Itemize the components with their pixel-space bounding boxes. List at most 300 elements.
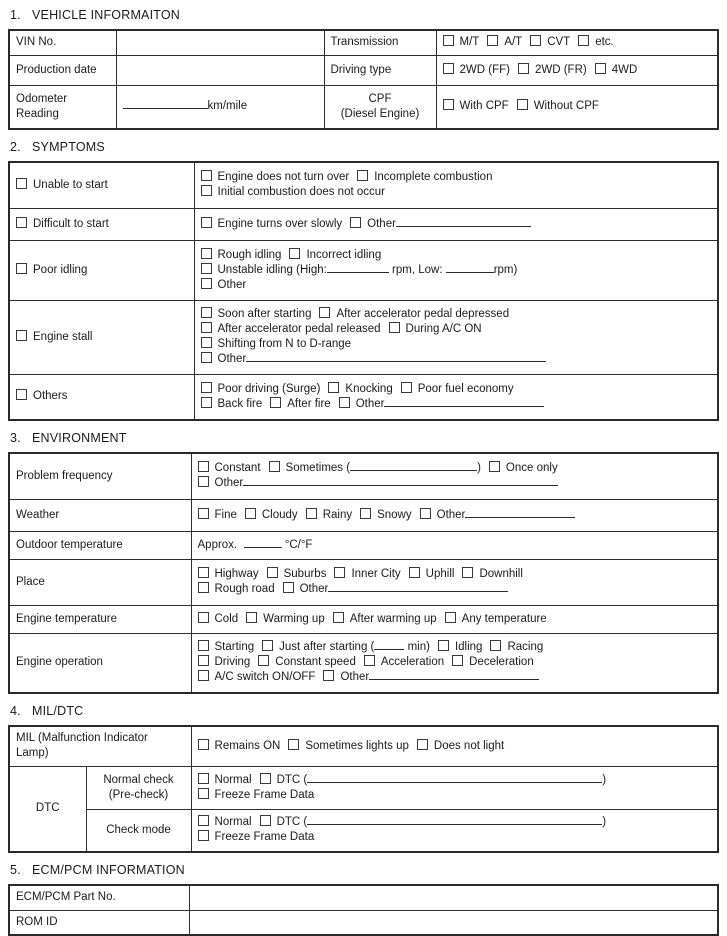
cell-line: [198, 538, 712, 553]
fill-in-blank[interactable]: [307, 821, 602, 825]
option-label: Other: [217, 278, 247, 291]
section-1-heading: [10, 8, 719, 22]
option-label: Other: [299, 583, 329, 595]
table-cell: [86, 766, 191, 809]
fill-in-blank[interactable]: [244, 544, 282, 548]
cell-line: [201, 278, 712, 293]
option-label: Inner City: [351, 568, 401, 580]
cell-line: [16, 508, 185, 523]
checkbox[interactable]: [438, 640, 449, 651]
option-label: Place: [16, 575, 45, 588]
mil-dtc-section: [8, 725, 719, 853]
option-label: Outdoor temperature: [16, 538, 123, 551]
table-cell: [194, 374, 718, 420]
checkbox[interactable]: [16, 263, 27, 274]
table-cell: [191, 559, 718, 605]
vehicle-information-section: [8, 29, 719, 130]
cell-line: [16, 915, 183, 930]
table-row: [9, 809, 718, 852]
checkbox[interactable]: [201, 352, 212, 363]
option-label: Does not light: [433, 739, 505, 752]
option-label: (Diesel Engine): [340, 107, 420, 120]
table-row: [9, 531, 718, 559]
table-cell: [191, 531, 718, 559]
section-4-title: MIL/DTC: [32, 704, 84, 718]
table-cell: [191, 809, 718, 852]
option-label: Soon after starting: [217, 308, 312, 320]
blank-input-cell[interactable]: [116, 30, 324, 55]
ecm-pcm-information-section: [8, 884, 719, 936]
checkbox[interactable]: [328, 382, 339, 393]
fill-in-blank[interactable]: [327, 269, 389, 273]
environment-table: [8, 452, 719, 694]
option-label: Cloudy: [261, 508, 298, 521]
checkbox[interactable]: [445, 612, 456, 623]
table-cell: [194, 208, 718, 240]
cell-line: [443, 35, 712, 50]
option-label: Highway: [214, 568, 259, 580]
checkbox[interactable]: [260, 815, 271, 826]
section-5-heading: [10, 863, 719, 877]
cell-line: [93, 823, 185, 838]
cell-line: [201, 217, 712, 232]
checkbox[interactable]: [201, 185, 212, 196]
cell-line: [16, 178, 188, 193]
option-label: MIL (Malfunction Indicator: [16, 732, 148, 745]
checkbox[interactable]: [198, 640, 209, 651]
option-label: Constant speed: [275, 656, 356, 669]
table-cell: [9, 300, 194, 374]
checkbox[interactable]: [267, 567, 278, 578]
cell-line: [201, 382, 712, 397]
option-label: Poor fuel economy: [417, 382, 514, 395]
table-cell: [9, 374, 194, 420]
cell-line: [201, 263, 712, 278]
table-row: [9, 162, 718, 208]
table-row: [9, 766, 718, 809]
cell-line: [16, 330, 188, 345]
cell-line: [201, 397, 712, 412]
option-label: rpm, Low:: [388, 263, 446, 276]
table-cell: [436, 30, 718, 55]
fill-in-blank[interactable]: [396, 223, 531, 227]
option-label: Fine: [214, 508, 237, 521]
checkbox[interactable]: [270, 397, 281, 408]
checkbox[interactable]: [198, 670, 209, 681]
option-label: Production date: [16, 63, 97, 76]
option-label: Driving: [214, 656, 251, 669]
option-label: Poor driving (Surge): [217, 382, 321, 395]
table-row: [9, 605, 718, 633]
option-label: VIN No.: [16, 36, 57, 49]
table-row: [9, 499, 718, 531]
cell-line: [443, 63, 712, 78]
option-label: Any temperature: [461, 612, 547, 625]
fill-in-blank[interactable]: [369, 676, 539, 680]
table-row: [9, 300, 718, 374]
checkbox[interactable]: [417, 739, 428, 750]
option-label: DTC (: [276, 816, 308, 829]
option-label: Rough road: [214, 583, 275, 595]
option-label: Weather: [16, 508, 60, 521]
cell-line: [201, 307, 712, 322]
cell-line: [16, 35, 110, 50]
option-label: Others: [33, 390, 68, 403]
option-label: After fire: [287, 397, 331, 410]
option-label: Driving type: [330, 63, 392, 76]
option-label: Sometimes (: [285, 462, 351, 475]
cell-line: [198, 476, 712, 491]
table-cell: [9, 559, 191, 605]
table-cell: [86, 809, 191, 852]
option-label: Check mode: [106, 823, 171, 836]
checkbox[interactable]: [487, 35, 498, 46]
checkbox[interactable]: [198, 830, 209, 841]
option-label: A/C switch ON/OFF: [214, 671, 316, 684]
option-label: rpm): [493, 263, 518, 276]
section-4-heading: [10, 704, 719, 718]
checkbox[interactable]: [201, 278, 212, 289]
option-label: Cold: [214, 612, 239, 625]
checkbox[interactable]: [323, 670, 334, 681]
section-3-title: ENVIRONMENT: [32, 431, 127, 445]
option-label: After warming up: [349, 612, 437, 625]
checkbox[interactable]: [16, 389, 27, 400]
checkbox[interactable]: [245, 508, 256, 519]
table-row: [9, 240, 718, 300]
option-label: Initial combustion does not occur: [217, 186, 385, 199]
checkbox[interactable]: [288, 739, 299, 750]
table-cell: [9, 885, 189, 910]
table-row: [9, 633, 718, 693]
cell-line: [198, 788, 711, 803]
table-cell: [9, 240, 194, 300]
option-label: ): [602, 816, 607, 829]
option-label: Racing: [507, 641, 544, 654]
option-label: ROM ID: [16, 915, 58, 928]
table-cell: [9, 766, 86, 852]
checkbox[interactable]: [518, 63, 529, 74]
option-label: DTC: [35, 802, 60, 815]
table-row: [9, 55, 718, 85]
option-label: Acceleration: [380, 656, 445, 669]
checkbox[interactable]: [198, 739, 209, 750]
cell-line: [198, 815, 711, 830]
option-label: Snowy: [377, 508, 412, 521]
checkbox[interactable]: [198, 815, 209, 826]
checkbox[interactable]: [530, 35, 541, 46]
cell-line: [16, 731, 185, 746]
option-label: Constant: [214, 462, 261, 475]
cell-line: [201, 322, 712, 337]
option-label: Normal: [214, 816, 252, 829]
fill-in-blank[interactable]: [246, 358, 546, 362]
option-label: Transmission: [330, 36, 399, 49]
cell-line: [443, 99, 712, 114]
option-label: During A/C ON: [405, 323, 482, 335]
option-label: M/T: [459, 36, 480, 49]
option-label: Remains ON: [214, 739, 281, 752]
cell-line: [16, 263, 188, 278]
blank-input-cell[interactable]: [116, 55, 324, 85]
checkbox[interactable]: [357, 170, 368, 181]
option-label: Normal check: [103, 773, 174, 786]
cell-line: [198, 655, 712, 670]
table-cell: [191, 499, 718, 531]
option-label: Other: [355, 397, 385, 410]
cell-line: [201, 185, 712, 200]
checkbox[interactable]: [306, 508, 317, 519]
checkbox[interactable]: [198, 655, 209, 666]
checkbox[interactable]: [401, 382, 412, 393]
checkbox[interactable]: [319, 307, 330, 318]
checkbox[interactable]: [283, 582, 294, 593]
option-label: 2WD (FR): [534, 63, 587, 76]
cell-line: [201, 337, 712, 352]
table-row: [9, 885, 718, 910]
option-label: Incomplete combustion: [374, 171, 493, 184]
cell-line: [93, 788, 185, 803]
cell-line: [16, 63, 110, 78]
table-cell: [9, 531, 191, 559]
table-cell: [9, 30, 116, 55]
option-label: Sometimes lights up: [305, 739, 409, 752]
cell-line: [198, 567, 712, 582]
table-cell: [9, 910, 189, 935]
option-label: Shifting from N to D-range: [217, 338, 352, 350]
option-label: Just after starting (: [279, 641, 375, 654]
table-row: [9, 85, 718, 129]
table-cell: [191, 453, 718, 499]
fill-in-blank[interactable]: [465, 514, 575, 518]
cell-line: [93, 773, 185, 788]
option-label: Approx.: [197, 538, 244, 551]
option-label: Freeze Frame Data: [214, 831, 315, 844]
table-cell: [194, 300, 718, 374]
section-2-heading: [10, 140, 719, 154]
option-label: Poor idling: [33, 263, 88, 276]
checkbox[interactable]: [578, 35, 589, 46]
option-label: Other: [340, 671, 370, 684]
checkbox[interactable]: [443, 35, 454, 46]
checkbox[interactable]: [517, 99, 528, 110]
checkbox[interactable]: [350, 217, 361, 228]
cell-line: [331, 35, 430, 50]
checkbox[interactable]: [201, 217, 212, 228]
checkbox[interactable]: [333, 612, 344, 623]
table-cell: [194, 162, 718, 208]
fill-in-blank[interactable]: [123, 105, 208, 109]
option-label: Odometer: [16, 92, 68, 105]
table-row: [9, 374, 718, 420]
checkbox[interactable]: [258, 655, 269, 666]
checkbox[interactable]: [16, 178, 27, 189]
cell-line: [198, 508, 712, 523]
ecm-pcm-information-table: [8, 884, 719, 936]
checkbox[interactable]: [269, 461, 280, 472]
checkbox[interactable]: [198, 773, 209, 784]
checkbox[interactable]: [289, 248, 300, 259]
table-cell: [324, 85, 436, 129]
table-row: [9, 453, 718, 499]
option-label: Downhill: [479, 568, 523, 580]
cell-line: [16, 107, 110, 122]
checkbox[interactable]: [201, 382, 212, 393]
checkbox[interactable]: [198, 476, 209, 487]
cell-line: [16, 655, 185, 670]
table-cell: [191, 605, 718, 633]
cell-line: [198, 640, 712, 655]
checkbox[interactable]: [198, 788, 209, 799]
checkbox[interactable]: [389, 322, 400, 333]
option-label: ): [602, 773, 607, 786]
cell-line: [16, 890, 183, 905]
checkbox[interactable]: [198, 461, 209, 472]
checkbox[interactable]: [246, 612, 257, 623]
option-label: km/mile: [207, 100, 248, 113]
cell-line: [198, 739, 711, 754]
option-label: 4WD: [611, 63, 638, 76]
checkbox[interactable]: [201, 397, 212, 408]
option-label: Lamp): [16, 747, 49, 760]
checkbox[interactable]: [409, 567, 420, 578]
checkbox[interactable]: [201, 307, 212, 318]
symptoms-table: [8, 161, 719, 421]
cell-line: [16, 217, 188, 232]
option-label: 2WD (FF): [459, 63, 510, 76]
table-cell: [194, 240, 718, 300]
cell-line: [16, 612, 185, 627]
fill-in-blank[interactable]: [243, 482, 558, 486]
option-label: Back fire: [217, 397, 263, 410]
checkbox[interactable]: [198, 612, 209, 623]
checkbox[interactable]: [16, 217, 27, 228]
checkbox[interactable]: [462, 567, 473, 578]
option-label: A/T: [504, 36, 523, 49]
fill-in-blank[interactable]: [446, 269, 494, 273]
option-label: Freeze Frame Data: [214, 788, 315, 801]
table-row: [9, 30, 718, 55]
checkbox[interactable]: [201, 337, 212, 348]
option-label: Normal: [214, 773, 252, 786]
fill-in-blank[interactable]: [350, 467, 477, 471]
checkbox[interactable]: [201, 170, 212, 181]
fill-in-blank[interactable]: [384, 403, 544, 407]
vehicle-information-table: [8, 29, 719, 130]
cell-line: [16, 92, 110, 107]
section-2-title: SYMPTOMS: [32, 140, 105, 154]
option-label: DTC (: [276, 773, 308, 786]
checkbox[interactable]: [452, 655, 463, 666]
checkbox[interactable]: [201, 248, 212, 259]
table-cell: [9, 55, 116, 85]
section-1-number: 1.: [10, 8, 21, 22]
checkbox[interactable]: [443, 63, 454, 74]
cell-line: [201, 170, 712, 185]
checkbox[interactable]: [334, 567, 345, 578]
checkbox[interactable]: [420, 508, 431, 519]
table-cell: [116, 85, 324, 129]
checkbox[interactable]: [339, 397, 350, 408]
option-label: Unable to start: [33, 178, 108, 191]
table-row: [9, 208, 718, 240]
table-cell: [436, 85, 718, 129]
table-cell: [9, 162, 194, 208]
blank-input-cell[interactable]: [189, 885, 718, 910]
option-label: Engine turns over slowly: [217, 217, 343, 230]
option-label: min): [404, 641, 430, 654]
option-label: (Pre-check): [108, 788, 169, 801]
option-label: Idling: [454, 641, 483, 654]
cell-line: [201, 248, 712, 263]
mil-dtc-table: [8, 725, 719, 853]
section-3-heading: [10, 431, 719, 445]
option-label: After accelerator pedal depressed: [336, 308, 510, 320]
option-label: After accelerator pedal released: [217, 323, 381, 335]
option-label: Uphill: [425, 568, 455, 580]
cell-line: [198, 582, 712, 597]
option-label: etc.: [595, 36, 614, 49]
option-label: CVT: [547, 36, 571, 49]
cell-line: [201, 352, 712, 367]
option-label: °C/°F: [281, 538, 313, 551]
option-label: Starting: [214, 641, 255, 654]
table-cell: [9, 208, 194, 240]
cell-line: [331, 92, 430, 107]
table-row: [9, 726, 718, 766]
table-cell: [9, 605, 191, 633]
option-label: Unstable idling (High:: [217, 263, 327, 276]
option-label: ): [477, 462, 481, 475]
option-label: Other: [214, 477, 244, 490]
option-label: Other: [217, 353, 247, 365]
table-cell: [9, 85, 116, 129]
checkbox[interactable]: [16, 330, 27, 341]
option-label: Engine operation: [16, 656, 103, 669]
checkbox[interactable]: [198, 508, 209, 519]
fill-in-blank[interactable]: [307, 779, 602, 783]
checkbox[interactable]: [262, 640, 273, 651]
option-label: Other: [436, 508, 466, 521]
checkbox[interactable]: [443, 99, 454, 110]
checkbox[interactable]: [201, 263, 212, 274]
option-label: Suburbs: [283, 568, 327, 580]
option-label: Once only: [505, 462, 558, 475]
table-cell: [9, 453, 191, 499]
checkbox[interactable]: [364, 655, 375, 666]
checkbox[interactable]: [201, 322, 212, 333]
cell-line: [16, 746, 185, 761]
checkbox[interactable]: [595, 63, 606, 74]
table-cell: [191, 726, 718, 766]
table-cell: [9, 726, 191, 766]
checkbox[interactable]: [489, 461, 500, 472]
checkbox[interactable]: [198, 582, 209, 593]
fill-in-blank[interactable]: [328, 588, 508, 592]
option-label: ECM/PCM Part No.: [16, 891, 116, 904]
checkbox[interactable]: [490, 640, 501, 651]
cell-line: [331, 63, 430, 78]
option-label: Rainy: [322, 508, 353, 521]
blank-input-cell[interactable]: [189, 910, 718, 935]
checkbox[interactable]: [198, 567, 209, 578]
checkbox[interactable]: [260, 773, 271, 784]
table-row: [9, 910, 718, 935]
option-label: Incorrect idling: [306, 248, 382, 261]
section-3-number: 3.: [10, 431, 21, 445]
checkbox[interactable]: [360, 508, 371, 519]
fill-in-blank[interactable]: [374, 646, 404, 650]
